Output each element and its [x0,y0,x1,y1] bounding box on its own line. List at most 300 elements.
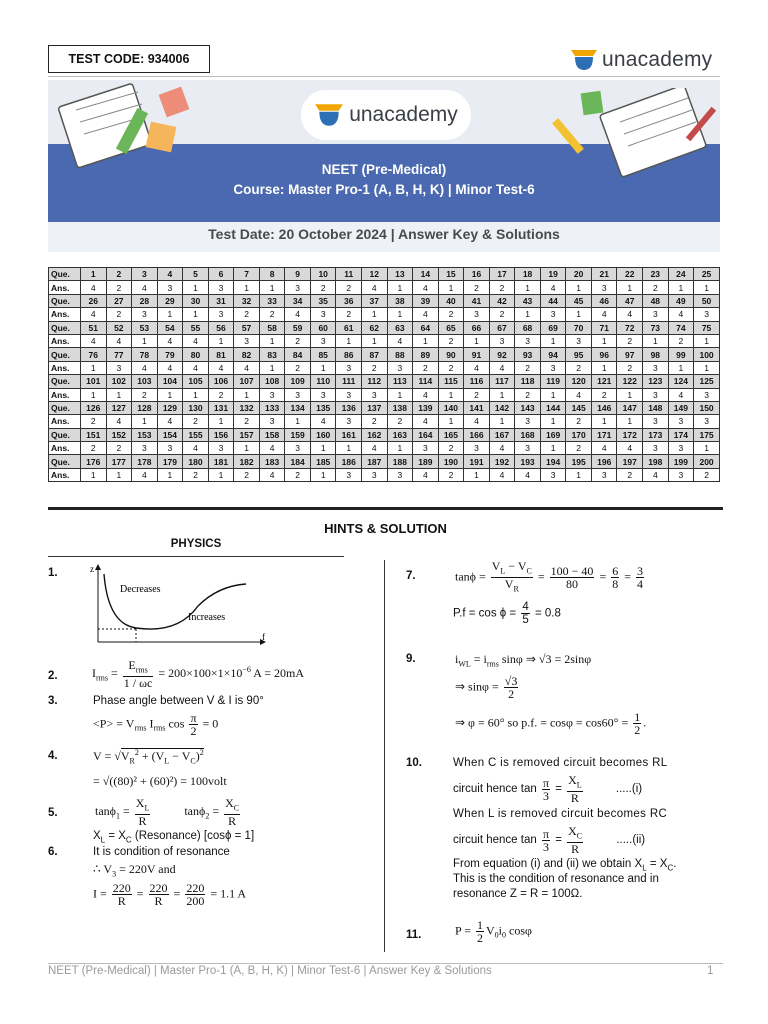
answer-cell: 3 [132,442,158,455]
footer-text: NEET (Pre-Medical) | Master Pro-1 (A, B, H, K) | Minor Test-6 | Answer Key & Solutions [48,965,492,977]
solution-text: This is the condition of resonance and in [453,873,659,885]
question-number-cell: 42 [489,294,515,307]
answer-cell: 4 [591,308,617,321]
question-number-cell: 160 [310,428,336,441]
answer-cell: 3 [591,281,617,294]
answer-cell: 2 [132,388,158,401]
answer-cell: 4 [208,361,234,374]
answer-cell: 1 [566,281,592,294]
question-number-cell: 78 [132,348,158,361]
question-number-cell: 8 [259,268,285,281]
question-number-cell: 179 [157,455,183,468]
question-number-cell: 130 [183,401,209,414]
solution-text: When C is removed circuit becomes RL [453,757,668,769]
answer-cell: 2 [591,388,617,401]
answer-cell: 4 [183,334,209,347]
answer-cell: 3 [336,415,362,428]
answer-cell: 1 [183,388,209,401]
table-row-answers [49,388,720,401]
physics-underline [48,556,344,557]
table-row-answers [49,308,720,321]
question-number-cell: 98 [643,348,669,361]
answer-cell: 1 [336,334,362,347]
question-number-cell: 92 [489,348,515,361]
question-number-cell: 99 [668,348,694,361]
question-number-cell: 149 [668,401,694,414]
question-number-cell: 90 [438,348,464,361]
question-number-cell: 82 [234,348,260,361]
question-number-cell: 32 [234,294,260,307]
answer-cell: 1 [438,415,464,428]
question-number-cell: 23 [643,268,669,281]
question-number-cell: 137 [362,401,388,414]
answer-cell: 3 [668,415,694,428]
question-number-cell: 64 [413,321,439,334]
question-number-cell: 87 [362,348,388,361]
question-number-cell: 145 [566,401,592,414]
banner-logo-pill [301,90,471,140]
table-row-questions [49,321,720,334]
question-number-cell: 6 [208,268,234,281]
answer-cell: 2 [617,361,643,374]
question-number-cell: 62 [362,321,388,334]
question-number-cell: 189 [413,455,439,468]
answer-cell: 3 [668,468,694,481]
question-number-cell: 119 [540,375,566,388]
question-number-cell: 116 [464,375,490,388]
answer-cell: 1 [157,308,183,321]
que-header-cell: Que. [49,294,81,307]
answer-cell: 1 [259,334,285,347]
increases-label: Increases [188,612,226,623]
table-row-questions [49,348,720,361]
table-row-answers [49,334,720,347]
answer-cell: 3 [694,415,720,428]
question-number-cell: 141 [464,401,490,414]
question-number-cell: 24 [668,268,694,281]
column-divider [384,560,385,952]
answer-cell: 2 [515,388,541,401]
answer-cell: 3 [336,361,362,374]
test-code-text: TEST CODE: 934006 [68,52,190,66]
answer-cell: 3 [362,468,388,481]
solution-equation: I = $\frac{220}{R}$ = $\frac{220}{R}$ = $\frac{220}{200}$ = 1.1 A [93,881,247,908]
solution-text: It is condition of resonance [93,846,230,858]
answer-cell: 3 [208,308,234,321]
answer-cell: 4 [234,361,260,374]
answer-cell: 4 [464,361,490,374]
answer-cell: 4 [81,281,107,294]
answer-cell: 1 [234,442,260,455]
course-title: Course: Master Pro-1 (A, B, H, K) | Minor Test-6 [233,182,535,197]
question-number-cell: 104 [157,375,183,388]
question-number-cell: 61 [336,321,362,334]
answer-cell: 2 [285,468,311,481]
answer-cell: 3 [515,334,541,347]
question-number-cell: 200 [694,455,720,468]
answer-cell: 4 [387,334,413,347]
answer-cell: 1 [668,361,694,374]
answer-cell: 2 [362,361,388,374]
answer-cell: 2 [438,308,464,321]
answer-cell: 3 [540,308,566,321]
question-number-cell: 123 [643,375,669,388]
question-number-cell: 138 [387,401,413,414]
answer-cell: 3 [515,442,541,455]
answer-cell: 1 [132,415,158,428]
answer-cell: 3 [208,442,234,455]
question-number-cell: 124 [668,375,694,388]
answer-cell: 2 [106,281,132,294]
question-number-cell: 109 [285,375,311,388]
answer-cell: 1 [362,334,388,347]
question-number-cell: 142 [489,401,515,414]
question-number-cell: 84 [285,348,311,361]
question-number-cell: 9 [285,268,311,281]
question-number-cell: 80 [183,348,209,361]
question-number-cell: 162 [362,428,388,441]
question-number-cell: 188 [387,455,413,468]
question-number-cell: 91 [464,348,490,361]
table-row-answers [49,361,720,374]
question-number-cell: 115 [438,375,464,388]
question-number-cell: 197 [617,455,643,468]
answer-cell: 4 [310,415,336,428]
answer-cell: 4 [413,415,439,428]
answer-cell: 2 [234,415,260,428]
answer-cell: 1 [515,308,541,321]
question-number-cell: 26 [81,294,107,307]
answer-cell: 1 [464,334,490,347]
question-number-cell: 182 [234,455,260,468]
question-number-cell: 165 [438,428,464,441]
question-number-cell: 127 [106,401,132,414]
table-row-questions [49,401,720,414]
question-number-cell: 12 [362,268,388,281]
solution-text: Phase angle between V & I is 90° [93,695,264,707]
answer-cell: 1 [81,361,107,374]
question-number-cell: 39 [413,294,439,307]
question-number-cell: 164 [413,428,439,441]
question-number-cell: 15 [438,268,464,281]
question-number-cell: 110 [310,375,336,388]
question-number-cell: 117 [489,375,515,388]
answer-cell: 3 [694,388,720,401]
question-number-cell: 54 [157,321,183,334]
answer-cell: 1 [208,468,234,481]
answer-cell: 4 [617,308,643,321]
answer-cell: 2 [285,361,311,374]
question-number-cell: 27 [106,294,132,307]
answer-cell: 4 [183,361,209,374]
answer-cell: 1 [157,388,183,401]
answer-cell: 4 [464,415,490,428]
answer-cell: 3 [540,468,566,481]
answer-cell: 2 [438,442,464,455]
question-number-cell: 68 [515,321,541,334]
answer-cell: 1 [438,281,464,294]
que-header-cell: Que. [49,428,81,441]
answer-cell: 1 [643,334,669,347]
question-number-cell: 57 [234,321,260,334]
question-number-cell: 185 [310,455,336,468]
answer-cell: 1 [387,388,413,401]
answer-cell: 2 [387,415,413,428]
answer-cell: 2 [515,361,541,374]
table-row-answers [49,468,720,481]
answer-cell: 1 [81,388,107,401]
answer-cell: 2 [208,388,234,401]
answer-cell: 4 [566,388,592,401]
question-number-cell: 199 [668,455,694,468]
answer-cell: 1 [694,442,720,455]
answer-cell: 3 [643,415,669,428]
question-number-cell: 11 [336,268,362,281]
question-number-cell: 183 [259,455,285,468]
answer-cell: 3 [489,334,515,347]
question-number-cell: 49 [668,294,694,307]
question-number-cell: 101 [81,375,107,388]
question-number-cell: 59 [285,321,311,334]
logo-text: unacademy [602,48,713,71]
ans-header-cell: Ans. [49,388,81,401]
question-number: 1. [48,567,58,579]
answer-cell: 2 [362,415,388,428]
footer-divider [48,963,723,964]
question-number-cell: 155 [183,428,209,441]
question-number-cell: 60 [310,321,336,334]
answer-cell: 2 [489,308,515,321]
answer-cell: 4 [157,361,183,374]
answer-cell: 4 [489,468,515,481]
question-number-cell: 67 [489,321,515,334]
solution-equation: $I_{rms}$ = $\frac{E_{rms}}{1 / \omega c}$ = $200\times 100\times 1\times 10^{-6}$ A = 20mA [92,658,305,691]
answer-cell: 1 [362,308,388,321]
answer-cell: 1 [259,281,285,294]
question-number-cell: 50 [694,294,720,307]
page-number: 1 [707,965,714,977]
answer-cell: 1 [515,281,541,294]
question-number-cell: 196 [591,455,617,468]
question-number-cell: 46 [591,294,617,307]
answer-cell: 3 [336,388,362,401]
question-number-cell: 144 [540,401,566,414]
question-number-cell: 10 [310,268,336,281]
answer-cell: 1 [694,281,720,294]
answer-cell: 1 [540,334,566,347]
question-number: 4. [48,750,58,762]
ans-header-cell: Ans. [49,334,81,347]
question-number: 5. [48,807,58,819]
question-number-cell: 167 [489,428,515,441]
unacademy-logo-icon [314,102,344,128]
answer-cell: 3 [591,468,617,481]
question-number-cell: 55 [183,321,209,334]
solution-equation: P = $\frac{1}{2}$ $V_0i_0$ cosφ [455,918,532,945]
que-header-cell: Que. [49,268,81,281]
answer-cell: 1 [438,388,464,401]
question-number-cell: 70 [566,321,592,334]
answer-cell: 4 [362,442,388,455]
answer-cell: 3 [285,281,311,294]
answer-cell: 1 [106,388,132,401]
question-number-cell: 2 [106,268,132,281]
question-number-cell: 153 [132,428,158,441]
question-number-cell: 40 [438,294,464,307]
answer-cell: 2 [566,361,592,374]
answer-cell: 4 [413,308,439,321]
answer-cell: 4 [591,442,617,455]
answer-cell: 4 [183,442,209,455]
que-header-cell: Que. [49,321,81,334]
answer-cell: 3 [310,334,336,347]
table-row-questions [49,455,720,468]
decreases-label: Decreases [120,584,161,595]
answer-cell: 1 [310,468,336,481]
question-number-cell: 125 [694,375,720,388]
solution-text: resonance Z = R = 100Ω. [453,888,583,900]
question-number-cell: 129 [157,401,183,414]
question-number-cell: 75 [694,321,720,334]
answer-cell: 4 [132,281,158,294]
answer-cell: 1 [464,468,490,481]
answer-cell: 2 [566,442,592,455]
question-number-cell: 170 [566,428,592,441]
table-row-questions [49,375,720,388]
question-number-cell: 95 [566,348,592,361]
answer-cell: 2 [310,281,336,294]
question-number-cell: 169 [540,428,566,441]
answer-cell: 1 [591,415,617,428]
question-number-cell: 190 [438,455,464,468]
question-number-cell: 198 [643,455,669,468]
answer-cell: 1 [566,308,592,321]
question-number-cell: 131 [208,401,234,414]
answer-cell: 1 [132,334,158,347]
question-number-cell: 171 [591,428,617,441]
question-number-cell: 113 [387,375,413,388]
question-number-cell: 88 [387,348,413,361]
answer-cell: 4 [515,468,541,481]
solution-equation: $V = √V_R^2 + (V_L - V_C)^2$ [93,748,204,766]
answer-cell: 1 [617,281,643,294]
question-number-cell: 174 [668,428,694,441]
answer-cell: 1 [413,334,439,347]
question-number-cell: 73 [643,321,669,334]
answer-cell: 1 [566,468,592,481]
question-number-cell: 107 [234,375,260,388]
question-number-cell: 172 [617,428,643,441]
ans-header-cell: Ans. [49,442,81,455]
question-number-cell: 19 [540,268,566,281]
answer-cell: 2 [81,442,107,455]
question-number-cell: 134 [285,401,311,414]
question-number-cell: 66 [464,321,490,334]
question-number-cell: 128 [132,401,158,414]
physics-heading: PHYSICS [170,538,222,550]
answer-cell: 2 [234,468,260,481]
question-number-cell: 106 [208,375,234,388]
table-row-answers [49,281,720,294]
question-number-cell: 94 [540,348,566,361]
answer-cell: 4 [413,281,439,294]
question-number: 10. [406,757,422,769]
answer-cell: 1 [668,281,694,294]
question-number-cell: 56 [208,321,234,334]
question-number-cell: 33 [259,294,285,307]
question-number-cell: 111 [336,375,362,388]
question-number-cell: 187 [362,455,388,468]
question-number-cell: 156 [208,428,234,441]
table-row-answers [49,442,720,455]
answer-cell: 3 [464,308,490,321]
solution-text: $X_L = X_C$ (Resonance) [cosϕ = 1] [93,830,255,845]
question-number-cell: 112 [362,375,388,388]
question-number-cell: 48 [643,294,669,307]
answer-cell: 2 [183,415,209,428]
solution-equation: tanϕ = $\frac{V_L - V_C}{V_R}$ = $\frac{100 - 40}{80}$ = $\frac{6}{8}$ = $\frac{3}{4}$ [455,559,643,594]
question-number-cell: 114 [413,375,439,388]
question-number-cell: 38 [387,294,413,307]
solution-equation: tanϕ$_1$ = $\frac{X_L}{R}$ tanϕ$_2$ = $\frac{X_C}{R}$ [95,796,240,829]
answer-cell: 1 [617,415,643,428]
answer-cell: 4 [157,415,183,428]
banner-logo-text: unacademy [349,103,458,126]
question-number-cell: 159 [285,428,311,441]
answer-cell: 3 [208,281,234,294]
question-number-cell: 191 [464,455,490,468]
question-number-cell: 18 [515,268,541,281]
answer-cell: 4 [489,361,515,374]
question-number-cell: 16 [464,268,490,281]
answer-cell: 2 [566,415,592,428]
question-number-cell: 103 [132,375,158,388]
answer-cell: 2 [694,468,720,481]
question-number-cell: 195 [566,455,592,468]
answer-key-table [48,267,720,482]
question-number-cell: 161 [336,428,362,441]
question-number-cell: 58 [259,321,285,334]
question-number-cell: 37 [362,294,388,307]
solution-equation: $i_{WL} = i_{rms}$ sinφ ⇒ √3 = 2sinφ [455,652,592,669]
answer-cell: 3 [387,361,413,374]
question-number-cell: 65 [438,321,464,334]
question-number-cell: 17 [489,268,515,281]
solution-equation: P.f = cos ϕ = $\frac{4}{5}$ = 0.8 [453,601,561,626]
question-number-cell: 133 [259,401,285,414]
question-number-cell: 21 [591,268,617,281]
question-number-cell: 135 [310,401,336,414]
answer-cell: 4 [81,308,107,321]
question-number-cell: 158 [259,428,285,441]
question-number-cell: 29 [157,294,183,307]
unacademy-logo-icon [570,48,598,72]
que-header-cell: Que. [49,401,81,414]
question-number-cell: 173 [643,428,669,441]
answer-cell: 2 [81,415,107,428]
answer-cell: 4 [259,468,285,481]
question-number-cell: 86 [336,348,362,361]
answer-cell: 2 [336,281,362,294]
answer-cell: 1 [387,281,413,294]
question-number-cell: 132 [234,401,260,414]
answer-cell: 1 [81,468,107,481]
question-number-cell: 81 [208,348,234,361]
question-number-cell: 148 [643,401,669,414]
question-number-cell: 52 [106,321,132,334]
answer-cell: 3 [132,308,158,321]
question-number-cell: 105 [183,375,209,388]
